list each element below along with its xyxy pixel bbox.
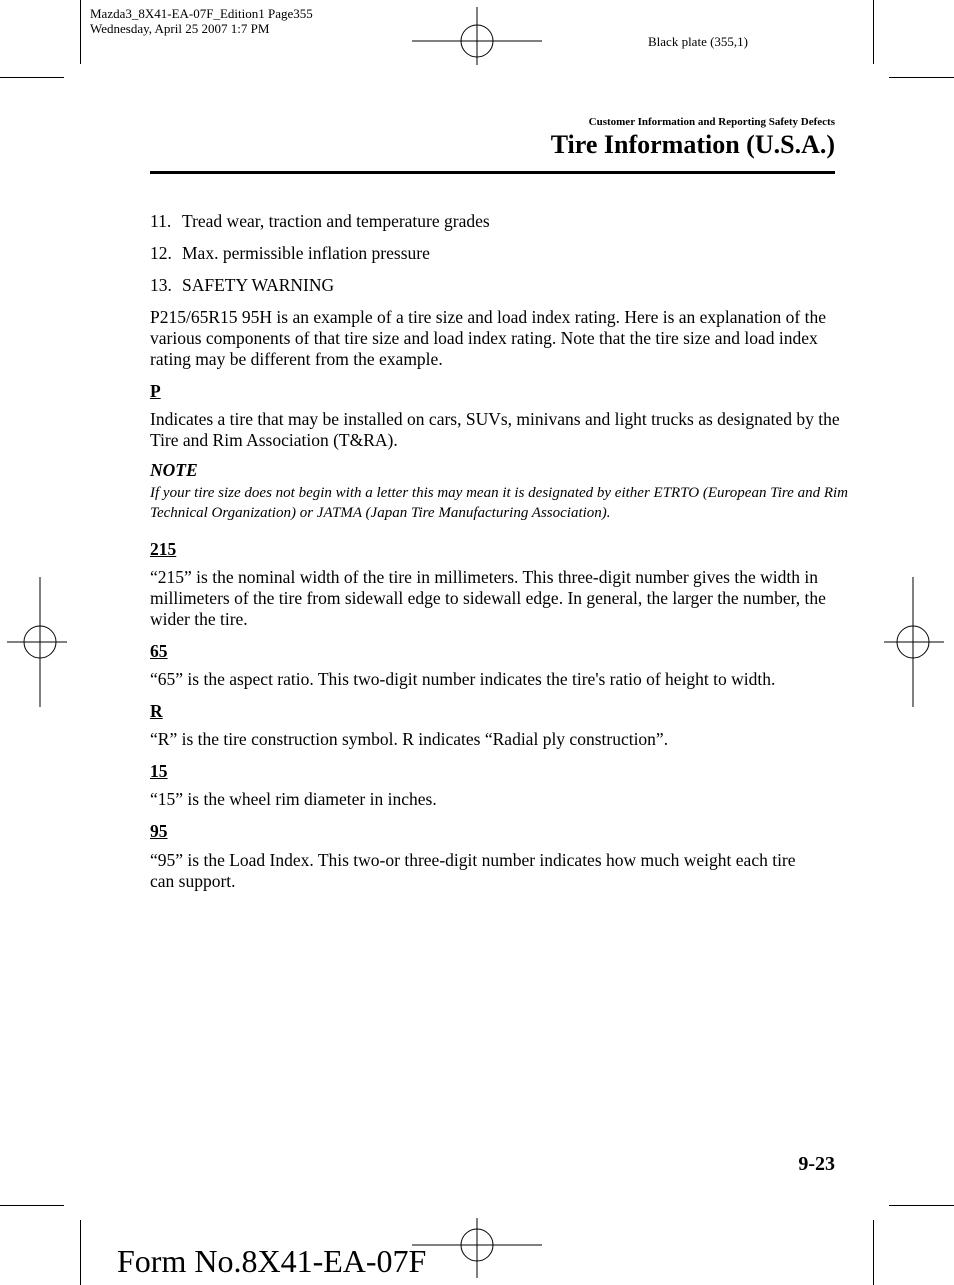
heading-r: R bbox=[150, 701, 163, 721]
paragraph-95: “95” is the Load Index. This two-or three-digit number indicates how much weight each tire can support. bbox=[150, 850, 796, 891]
paragraph-15: “15” is the wheel rim diameter in inches. bbox=[150, 789, 437, 809]
heading-215: 215 bbox=[150, 539, 177, 559]
section-title: Customer Information and Reporting Safety Defects bbox=[588, 116, 835, 128]
list-text: Tread wear, traction and temperature grades bbox=[182, 211, 490, 231]
note-text: If your tire size does not begin with a letter this may mean it is designated by either ETRTO (European Tire and Rim Technical Organization) or JATMA (Japan Tire Manufacturing Association). bbox=[150, 485, 848, 521]
heading-95: 95 bbox=[150, 821, 168, 841]
crop-mark bbox=[873, 1220, 874, 1285]
print-info-line2: Wednesday, April 25 2007 1:7 PM bbox=[90, 21, 270, 36]
list-item bbox=[150, 211, 490, 232]
paragraph-215: “215” is the nominal width of the tire in millimeters. This three-digit number gives the width in millimeters of the tire from sidewall edge to sidewall edge. In general, the larger the number, the wider the tire. bbox=[150, 567, 826, 629]
heading-p: P bbox=[150, 381, 161, 401]
list-item bbox=[150, 275, 334, 296]
crop-mark bbox=[0, 77, 64, 78]
crop-mark bbox=[889, 1205, 954, 1206]
intro-paragraph: P215/65R15 95H is an example of a tire size and load index rating. Here is an explanation of the various components of that tire size and load index rating. Note that the tire size and load index rating may be different from the example. bbox=[150, 307, 826, 369]
page-number: 9-23 bbox=[798, 1153, 835, 1175]
print-info-line1: Mazda3_8X41-EA-07F_Edition1 Page355 bbox=[90, 6, 313, 21]
registration-mark-bottom bbox=[412, 1218, 542, 1278]
list-number: 13. bbox=[150, 275, 172, 295]
heading-15: 15 bbox=[150, 761, 168, 781]
paragraph-r: “R” is the tire construction symbol. R indicates “Radial ply construction”. bbox=[150, 729, 669, 749]
list-text: SAFETY WARNING bbox=[182, 275, 335, 295]
registration-mark-top bbox=[412, 7, 542, 65]
crop-mark bbox=[0, 1205, 64, 1206]
paragraph-p: Indicates a tire that may be installed on cars, SUVs, minivans and light trucks as designated by the Tire and Rim Association (T&RA). bbox=[150, 409, 840, 450]
crop-mark bbox=[80, 1220, 81, 1285]
form-number: Form No.8X41-EA-07F bbox=[117, 1243, 427, 1279]
heading-65: 65 bbox=[150, 641, 168, 661]
crop-mark bbox=[873, 0, 874, 64]
list-number: 12. bbox=[150, 243, 172, 263]
plate-label: Black plate (355,1) bbox=[648, 34, 748, 49]
page-title: Tire Information (U.S.A.) bbox=[550, 130, 835, 159]
print-info bbox=[90, 6, 313, 36]
note-label: NOTE bbox=[150, 460, 198, 480]
list-text: Max. permissible inflation pressure bbox=[182, 243, 430, 263]
registration-mark-left bbox=[7, 577, 67, 707]
list-number: 11. bbox=[150, 211, 172, 231]
title-rule bbox=[150, 171, 835, 174]
registration-mark-right bbox=[884, 577, 944, 707]
paragraph-65: “65” is the aspect ratio. This two-digit number indicates the tire's ratio of height to width. bbox=[150, 669, 776, 689]
crop-mark bbox=[80, 0, 81, 64]
crop-mark bbox=[889, 77, 954, 78]
list-item bbox=[150, 243, 430, 264]
